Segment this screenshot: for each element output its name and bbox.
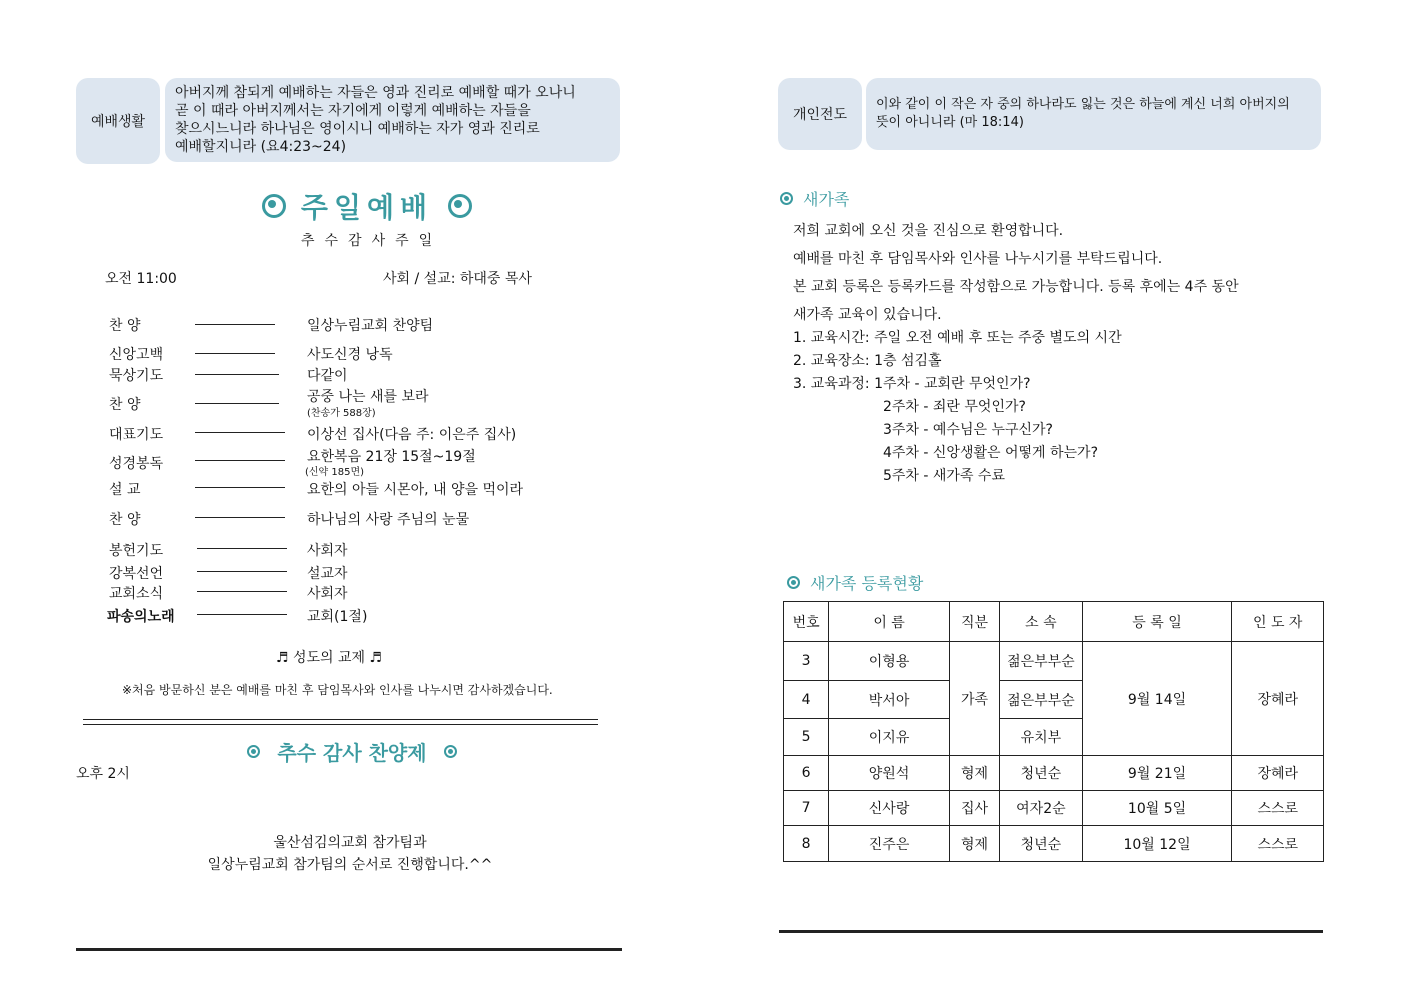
order-label: 묵상기도: [109, 368, 164, 384]
cell-name: 이지유: [829, 719, 950, 756]
order-value: 요한의 아들 시몬아, 내 양을 먹이라: [307, 482, 524, 498]
header-cell: 인 도 자: [1232, 602, 1324, 642]
verse-line: 뜻이 아니니라 (마 18:14): [876, 115, 1024, 130]
cell-guide: 스스로: [1232, 826, 1324, 862]
target-bullet-icon: [780, 192, 793, 205]
cell-name: 신사랑: [829, 791, 950, 826]
fellowship-line: ♬ 성도의 교제 ♬: [276, 650, 383, 666]
cell-name: 이형용: [829, 642, 950, 681]
service-leader: 사회 / 설교: 하대중 목사: [383, 271, 532, 287]
order-label: 신앙고백: [109, 347, 164, 363]
intro-line: 예배를 마친 후 담임목사와 인사를 나누시기를 부탁드립니다.: [793, 251, 1163, 267]
double-rule: [83, 719, 598, 725]
cell-role: 집사: [949, 791, 999, 826]
order-dash-line: [195, 403, 279, 404]
evangelism-label: 개인전도: [792, 107, 848, 123]
order-value: 다같이: [307, 368, 348, 384]
course-line: 3주차 - 예수님은 누구신가?: [883, 422, 1053, 438]
evangelism-label-box: [778, 78, 862, 150]
order-value: 사회자: [307, 586, 348, 602]
edu-line: 1. 교육시간: 주일 오전 예배 후 또는 주중 별도의 시간: [793, 330, 1122, 346]
worship-label: 예배생활: [90, 114, 146, 130]
target-bullet-icon: [448, 194, 472, 218]
order-label: 설 교: [109, 482, 141, 498]
evangelism-verse-box: [866, 78, 1321, 150]
cell-no: 5: [784, 719, 829, 756]
festival-title: 추수 감사 찬양제: [277, 740, 427, 765]
intro-line: 새가족 교육이 있습니다.: [793, 307, 942, 323]
order-dash-line: [195, 517, 285, 518]
order-dash-line: [195, 353, 275, 354]
target-bullet-icon: [247, 745, 260, 758]
order-value: 하나님의 사랑 주님의 눈물: [307, 512, 470, 528]
cell-group: 젊은부부순: [1000, 642, 1082, 681]
order-dash-line: [195, 487, 285, 488]
cell-name: 박서아: [829, 681, 950, 719]
registration-title: 새가족 등록현황: [810, 574, 924, 593]
registration-heading: [787, 571, 923, 594]
cell-guide: 장혜라: [1232, 642, 1324, 756]
registration-table: [783, 601, 1324, 862]
edu-line: 2. 교육장소: 1층 섬김홀: [793, 353, 942, 369]
cell-no: 6: [784, 756, 829, 791]
welcome-note: ※처음 방문하신 분은 예배를 마친 후 담임목사와 인사를 나누시면 감사하겠습니다.: [122, 683, 553, 697]
cell-name: 양원석: [829, 756, 950, 791]
order-label: 교회소식: [109, 586, 164, 602]
order-value: 이상선 집사(다음 주: 이은주 집사): [307, 427, 517, 443]
cell-date: 10월 5일: [1082, 791, 1232, 826]
cell-role: 형제: [949, 756, 999, 791]
cell-no: 8: [784, 826, 829, 862]
verse-line: 곧 이 때라 아버지께서는 자기에게 이렇게 예배하는 자들을: [175, 103, 531, 119]
table-row: [784, 791, 1324, 826]
cell-no: 7: [784, 791, 829, 826]
order-value: 일상누림교회 찬양팀: [307, 318, 434, 334]
bottom-rule-left: [76, 948, 622, 951]
edu-line: 3. 교육과정: 1주차 - 교회란 무엇인가?: [793, 376, 1031, 392]
festival-time: 오후 2시: [76, 766, 130, 782]
verse-line: 예배할지니라 (요4:23~24): [175, 139, 347, 155]
table-row: [784, 642, 1324, 681]
order-dash-line: [195, 324, 275, 325]
header-cell: 등 록 일: [1082, 602, 1232, 642]
order-value: 교회(1절): [307, 609, 368, 625]
order-dash-line: [195, 432, 285, 433]
order-dash-line: [197, 548, 287, 549]
order-label: 강복선언: [109, 566, 164, 582]
target-bullet-icon: [262, 194, 286, 218]
target-bullet-icon: [444, 745, 457, 758]
header-cell: 소 속: [1000, 602, 1082, 642]
cell-guide: 장혜라: [1232, 756, 1324, 791]
service-time: 오전 11:00: [105, 271, 177, 287]
order-value: 공중 나는 새를 보라: [307, 389, 429, 405]
cell-role: 형제: [949, 826, 999, 862]
cell-group: 청년순: [1000, 756, 1082, 791]
verse-line: 아버지께 참되게 예배하는 자들은 영과 진리로 예배할 때가 오나니: [175, 85, 576, 101]
order-label: 찬 양: [109, 318, 141, 334]
service-title: 주일예배: [300, 191, 434, 224]
order-value: 요한복음 21장 15절~19절: [307, 449, 476, 465]
cell-group: 청년순: [1000, 826, 1082, 862]
education-info: [793, 327, 1122, 396]
order-label: 봉헌기도: [109, 543, 164, 559]
bottom-rule-right: [779, 930, 1323, 933]
newfamily-title: 새가족: [803, 190, 850, 209]
header-cell: 이 름: [829, 602, 950, 642]
newfamily-heading: [780, 187, 849, 210]
order-note: (신약 185면): [305, 467, 365, 478]
cell-date: 9월 14일: [1082, 642, 1232, 756]
intro-line: 저희 교회에 오신 것을 진심으로 환영합니다.: [793, 223, 1064, 239]
cell-no: 3: [784, 642, 829, 681]
cell-no: 4: [784, 681, 829, 719]
target-bullet-icon: [787, 576, 800, 589]
order-dash-line: [197, 571, 287, 572]
order-dash-line: [195, 460, 285, 461]
course-line: 4주차 - 신앙생활은 어떻게 하는가?: [883, 445, 1099, 461]
course-line: 5주차 - 새가족 수료: [883, 468, 1005, 484]
order-label: 성경봉독: [109, 456, 164, 472]
cell-date: 9월 21일: [1082, 756, 1232, 791]
verse-line: 찾으시느니라 하나님은 영이시니 예배하는 자가 영과 진리로: [175, 121, 540, 137]
cell-group: 유치부: [1000, 719, 1082, 756]
header-cell: 번호: [784, 602, 829, 642]
worship-label-box: [76, 78, 160, 164]
order-label: 파송의노래: [107, 609, 175, 625]
festival-desc: [160, 832, 540, 876]
header-cell: 직분: [949, 602, 999, 642]
service-title-row: [262, 186, 472, 226]
order-label: 찬 양: [109, 397, 141, 413]
table-header-row: [784, 602, 1324, 642]
cell-group: 여자2순: [1000, 791, 1082, 826]
table-row: [784, 826, 1324, 862]
order-label: 대표기도: [109, 427, 164, 443]
worship-verse-box: [165, 78, 620, 162]
intro-line: 본 교회 등록은 등록카드를 작성함으로 가능합니다. 등록 후에는 4주 동안: [793, 279, 1239, 295]
verse-line: 이와 같이 이 작은 자 중의 하나라도 잃는 것은 하늘에 계신 너희 아버지의: [876, 97, 1290, 112]
cell-name: 진주은: [829, 826, 950, 862]
order-value: 사도신경 낭독: [307, 347, 393, 363]
course-line: 2주차 - 죄란 무엇인가?: [883, 399, 1026, 415]
order-dash-line: [197, 591, 287, 592]
cell-guide: 스스로: [1232, 791, 1324, 826]
evangelism-verse: [876, 96, 1290, 132]
order-value: 사회자: [307, 543, 348, 559]
table-row: [784, 756, 1324, 791]
service-subtitle: 추수감사주일: [301, 233, 443, 249]
cell-group: 젊은부부순: [1000, 681, 1082, 719]
worship-verse: [175, 84, 576, 156]
order-dash-line: [197, 614, 287, 615]
order-value: 설교자: [307, 566, 348, 582]
order-note: (찬송가 588장): [307, 408, 376, 419]
course-list: [883, 396, 1098, 488]
order-label: 찬 양: [109, 512, 141, 528]
cell-role: 가족: [949, 642, 999, 756]
cell-date: 10월 12일: [1082, 826, 1232, 862]
festival-title-row: [247, 736, 457, 766]
festival-line: 울산섬김의교회 참가팀과: [273, 835, 427, 851]
order-dash-line: [195, 374, 279, 375]
festival-line: 일상누림교회 참가팀의 순서로 진행합니다.^^: [207, 857, 493, 873]
newfamily-intro: [793, 217, 1239, 329]
